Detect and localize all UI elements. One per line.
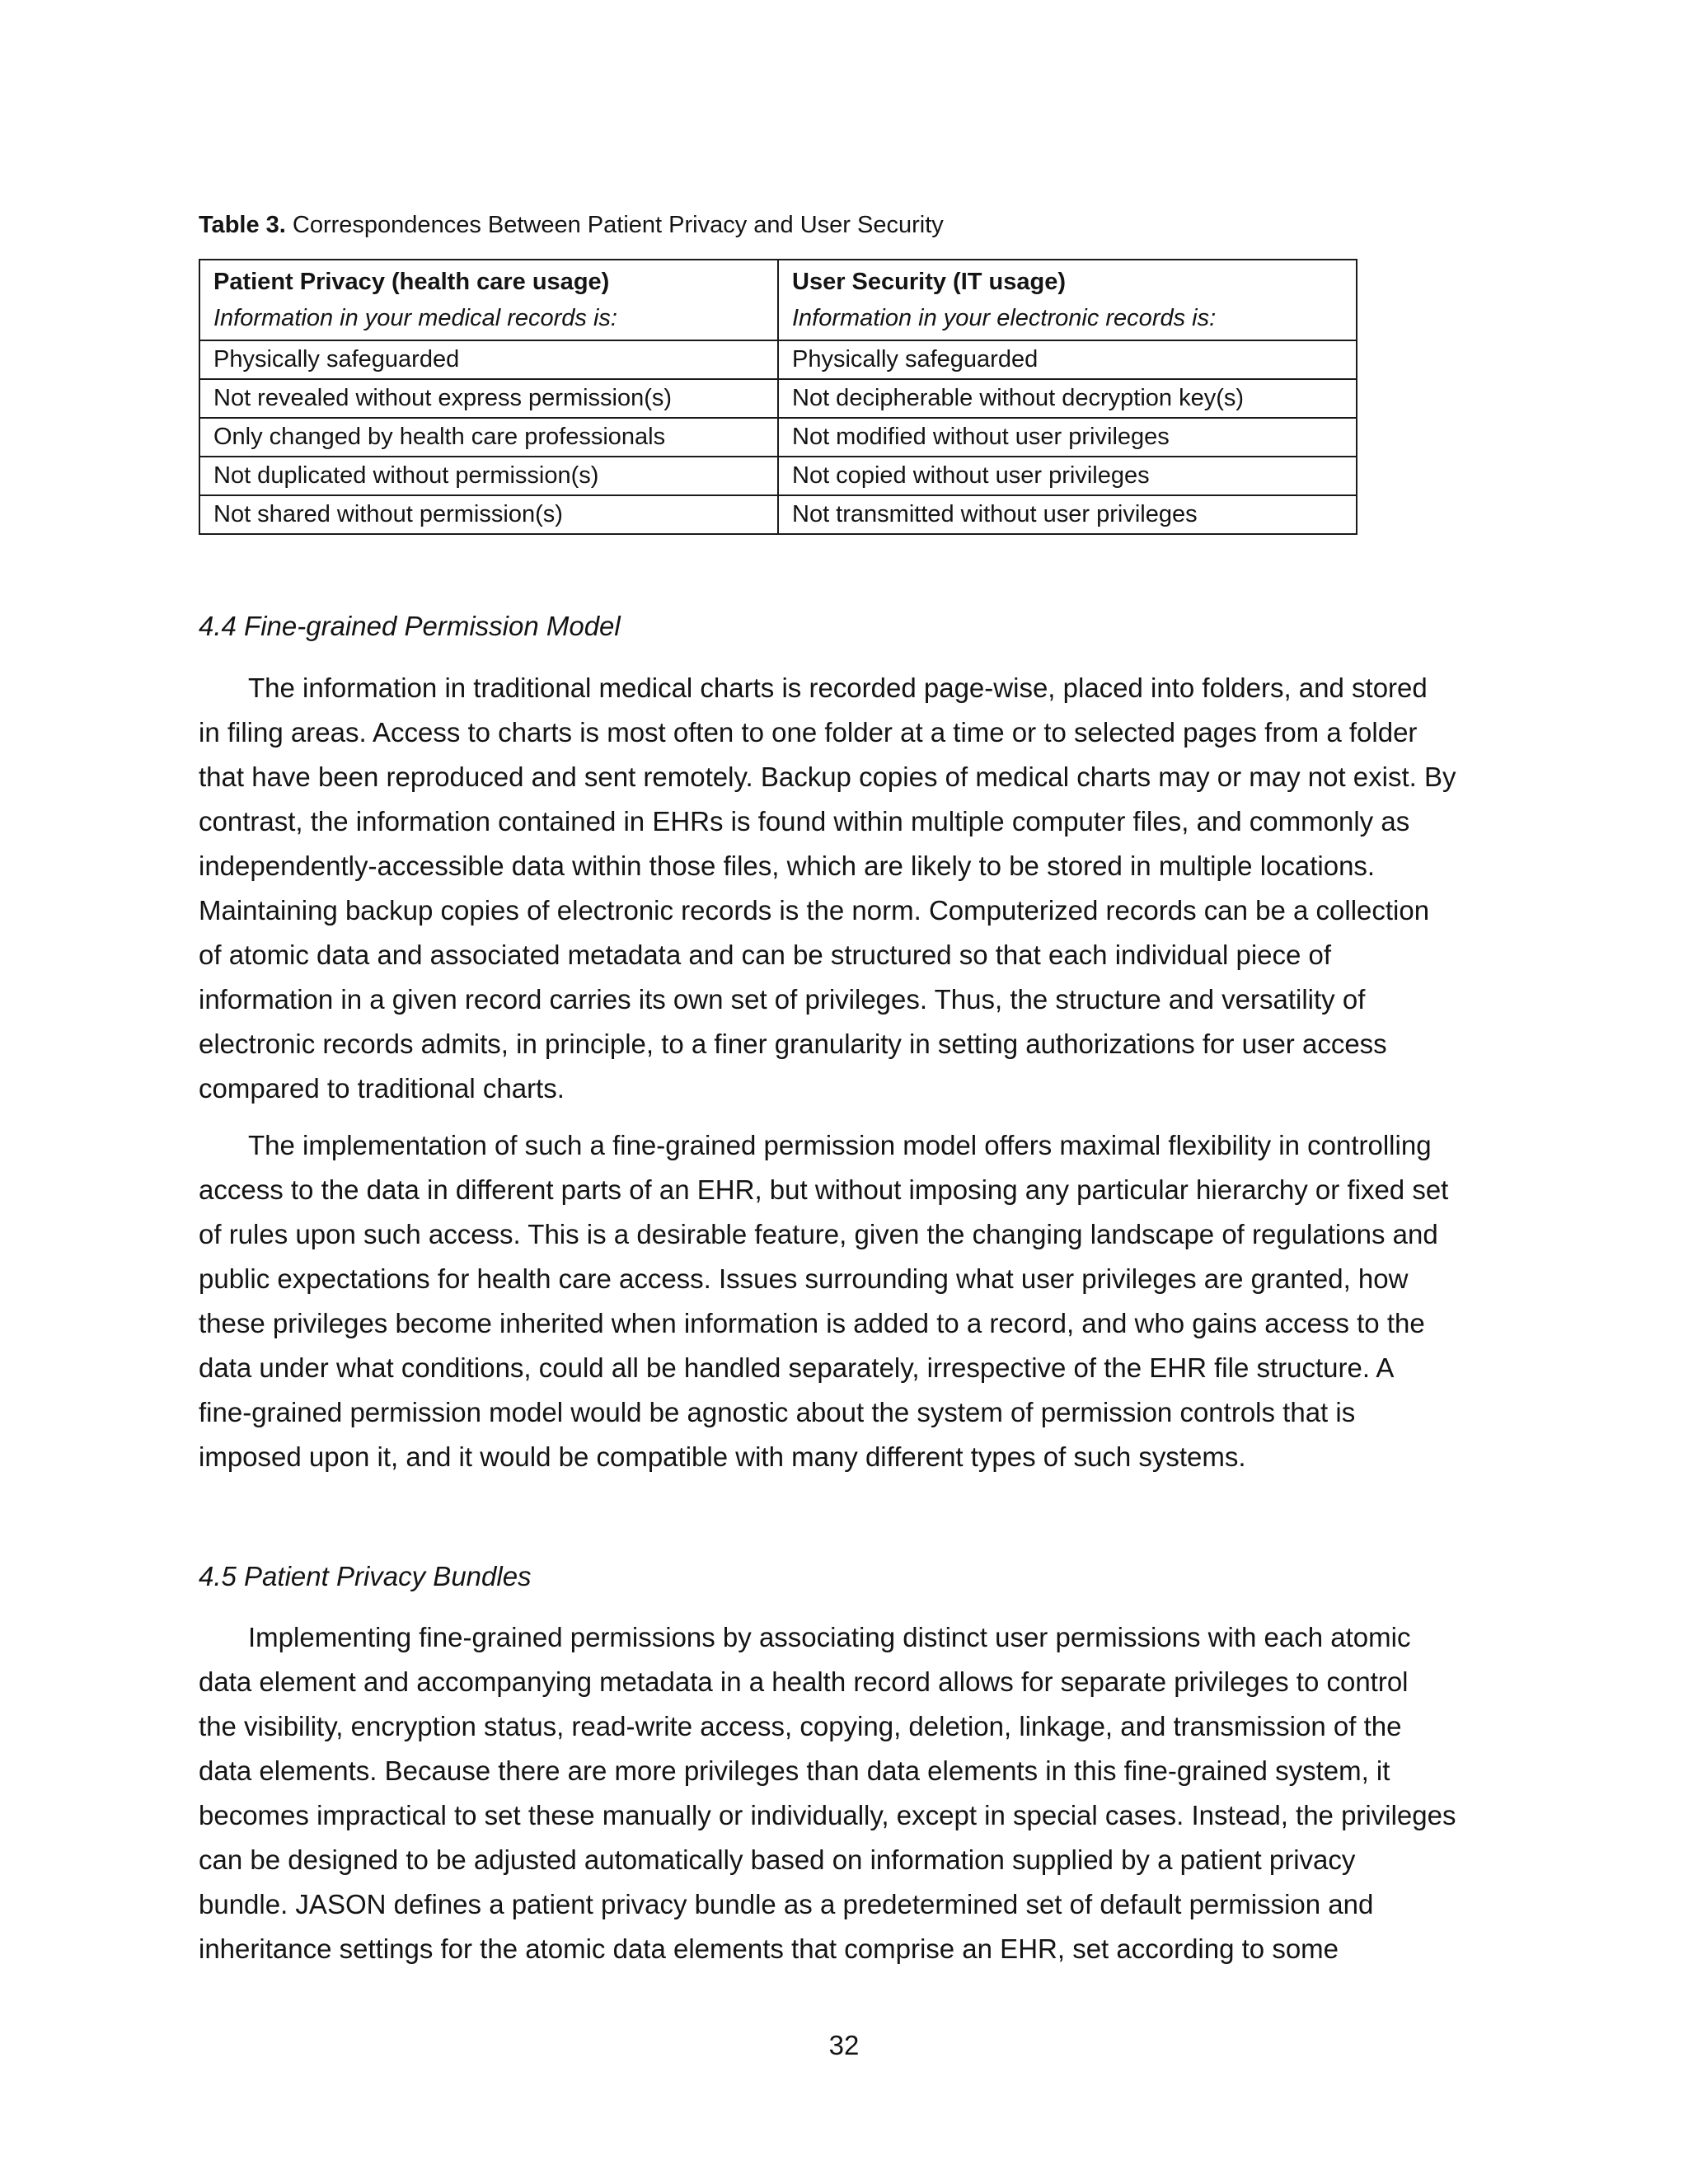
security-cell: Not modified without user privileges: [778, 418, 1357, 457]
text-line: electronic records admits, in principle, to a finer granularity in setting authorizations for user access: [199, 1029, 1387, 1059]
text-line: the visibility, encryption status, read-write access, copying, deletion, linkage, and transmission of the: [199, 1711, 1402, 1741]
text-line: of atomic data and associated metadata and can be structured so that each individual piece of: [199, 940, 1332, 970]
table-row: [199, 457, 1357, 495]
text-line: imposed upon it, and it would be compatible with many different types of such systems.: [199, 1441, 1246, 1472]
text-line: fine-grained permission model would be agnostic about the system of permission controls that is: [199, 1397, 1356, 1427]
text-line: can be designed to be adjusted automatically based on information supplied by a patient privacy: [199, 1844, 1356, 1875]
text-line: data element and accompanying metadata in a health record allows for separate privileges to control: [199, 1666, 1409, 1697]
text-line: in filing areas. Access to charts is most often to one folder at a time or to selected pages from a folder: [199, 717, 1418, 748]
text-line: of rules upon such access. This is a desirable feature, given the changing landscape of regulations and: [199, 1219, 1438, 1249]
section-4-5-paragraph-1: [199, 1615, 1501, 1971]
text-line: The information in traditional medical charts is recorded page-wise, placed into folders, and stored: [248, 673, 1428, 703]
table-row: [199, 379, 1357, 418]
text-line: The implementation of such a fine-grained permission model offers maximal flexibility in controlling: [248, 1130, 1432, 1160]
security-cell: Not transmitted without user privileges: [778, 495, 1357, 534]
security-cell: Physically safeguarded: [778, 340, 1357, 379]
correspondence-table: [199, 259, 1357, 535]
header-subtitle-user-security: Information in your electronic records is:: [792, 305, 1217, 331]
text-line: data under what conditions, could all be handled separately, irrespective of the EHR file structure. A: [199, 1352, 1395, 1383]
header-cell-user-security: [778, 260, 1357, 340]
table-row: [199, 340, 1357, 379]
text-line: these privileges become inherited when information is added to a record, and who gains access to the: [199, 1308, 1425, 1338]
text-line: becomes impractical to set these manually or individually, except in special cases. Instead, the privileges: [199, 1800, 1456, 1830]
table-caption: [199, 210, 944, 240]
privacy-cell: Not duplicated without permission(s): [199, 457, 778, 495]
text-line: that have been reproduced and sent remotely. Backup copies of medical charts may or may not exist. By: [199, 762, 1456, 792]
header-cell-patient-privacy: [199, 260, 778, 340]
text-line: inheritance settings for the atomic data elements that comprise an EHR, set according to some: [199, 1933, 1339, 1964]
table-row: [199, 495, 1357, 534]
text-line: compared to traditional charts.: [199, 1073, 565, 1104]
privacy-cell: Only changed by health care professionals: [199, 418, 778, 457]
table-header-row: [199, 260, 1357, 340]
section-heading-4-4: 4.4 Fine-grained Permission Model: [199, 611, 621, 641]
privacy-cell: Not shared without permission(s): [199, 495, 778, 534]
header-title-user-security: User Security (IT usage): [792, 269, 1066, 295]
section-heading-4-5: 4.5 Patient Privacy Bundles: [199, 1561, 532, 1591]
table-caption-label: Table 3.: [199, 212, 286, 238]
header-title-patient-privacy: Patient Privacy (health care usage): [213, 269, 610, 295]
text-line: public expectations for health care access. Issues surrounding what user privileges are granted, how: [199, 1263, 1409, 1294]
header-subtitle-patient-privacy: Information in your medical records is:: [213, 305, 617, 331]
text-line: bundle. JASON defines a patient privacy bundle as a predetermined set of default permission and: [199, 1889, 1374, 1919]
section-4-4-paragraph-1: [199, 666, 1501, 1111]
table-row: [199, 418, 1357, 457]
section-4-4-paragraph-2: [199, 1123, 1501, 1479]
table-caption-text: Correspondences Between Patient Privacy and User Security: [292, 212, 944, 238]
text-line: Implementing fine-grained permissions by associating distinct user permissions with each atomic: [248, 1622, 1411, 1652]
text-line: contrast, the information contained in EHRs is found within multiple computer files, and commonly as: [199, 806, 1410, 837]
text-line: access to the data in different parts of an EHR, but without imposing any particular hierarchy or fixed set: [199, 1174, 1449, 1205]
security-cell: Not decipherable without decryption key(s): [778, 379, 1357, 418]
text-line: data elements. Because there are more privileges than data elements in this fine-grained system, it: [199, 1755, 1390, 1786]
text-line: information in a given record carries its own set of privileges. Thus, the structure and versatility of: [199, 984, 1366, 1015]
security-cell: Not copied without user privileges: [778, 457, 1357, 495]
text-line: Maintaining backup copies of electronic records is the norm. Computerized records can be a collection: [199, 895, 1430, 926]
privacy-cell: Physically safeguarded: [199, 340, 778, 379]
page-number: 32: [828, 2030, 860, 2060]
text-line: independently-accessible data within those files, which are likely to be stored in multiple locations.: [199, 851, 1376, 881]
privacy-cell: Not revealed without express permission(s): [199, 379, 778, 418]
